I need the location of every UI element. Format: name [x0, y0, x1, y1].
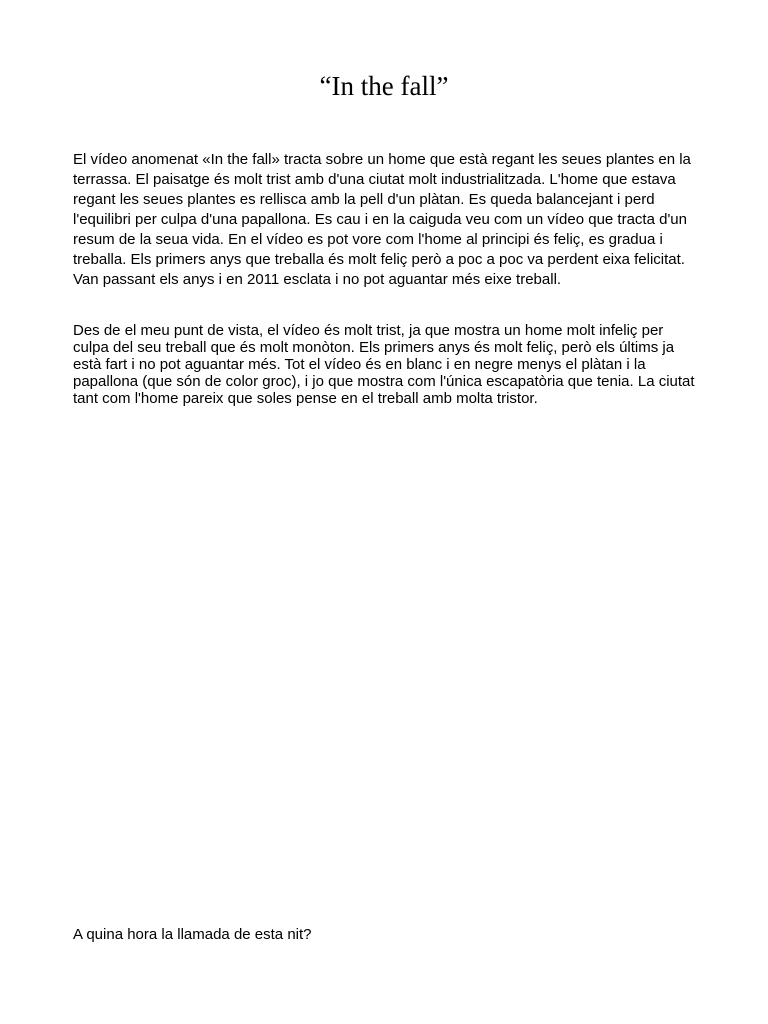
paragraph-summary: El vídeo anomenat «In the fall» tracta sobre un home que està regant les seues plantes en la terrassa. El paisatge és molt trist amb d'una ciutat molt industrialitzada. L'home que estava regant les seues plantes es rellisca amb la pell d'un plàtan. Es queda balancejant i perd l'equilibri per culpa d'una papallona. Es cau i en la caiguda veu com un vídeo que tracta d'un resum de la seua vida. En el vídeo es pot vore com l'home al principi és feliç, es gradua i treballa. Els primers anys que treballa és molt feliç però a poc a poc va perdent eixa felicitat. Van passant els anys i en 2011 esclata i no pot aguantar més eixe treball.: [73, 151, 691, 288]
footer-question: A quina hora la llamada de esta nit?: [73, 926, 312, 943]
paragraph-opinion: Des de el meu punt de vista, el vídeo és molt trist, ja que mostra un home molt infeliç per culpa del seu treball que és molt monòton. Els primers anys és molt feliç, però els últims ja està fart i no pot aguantar més. Tot el vídeo és en blanc i en negre menys el plàtan i la papallona (que són de color groc), i jo que mostra com l'única escapatòria que tenia. La ciutat tant com l'home pareix que soles pense en el treball amb molta tristor.: [73, 322, 695, 407]
page-title: “In the fall”: [319, 71, 449, 101]
